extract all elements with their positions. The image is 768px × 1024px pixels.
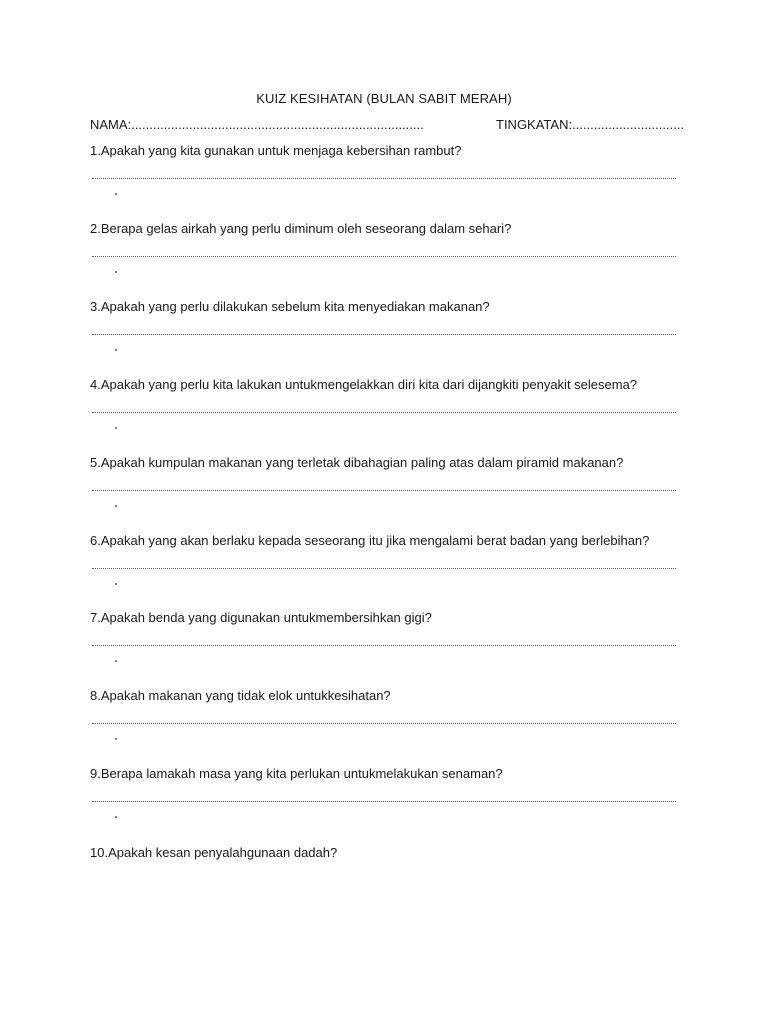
question-9 — [90, 766, 676, 836]
question-text: 9.Berapa lamakah masa yang kita perlukan untukmelakukan senaman? — [90, 766, 503, 781]
answer-dot — [115, 816, 117, 818]
question-text: 4.Apakah yang perlu kita lakukan untukmengelakkan diri kita dari dijangkiti penyakit selesema? — [90, 377, 638, 392]
question-text: 1.Apakah yang kita gunakan untuk menjaga kebersihan rambut? — [90, 143, 462, 158]
question-1 — [90, 143, 676, 213]
answer-dot — [115, 583, 117, 585]
answer-line[interactable] — [92, 256, 676, 257]
question-text: 5.Apakah kumpulan makanan yang terletak dibahagian paling atas dalam piramid makanan? — [90, 455, 624, 470]
answer-dot — [115, 738, 117, 740]
answer-dot — [115, 505, 117, 507]
nama-field[interactable]: NAMA:................................................................................. — [90, 117, 424, 132]
answer-line[interactable] — [92, 334, 676, 335]
answer-line[interactable] — [92, 178, 676, 179]
quiz-title: KUIZ KESIHATAN (BULAN SABIT MERAH) — [256, 91, 512, 106]
question-text: 3.Apakah yang perlu dilakukan sebelum kita menyediakan makanan? — [90, 299, 490, 314]
question-text: 2.Berapa gelas airkah yang perlu diminum oleh seseorang dalam sehari? — [90, 221, 512, 236]
question-5 — [90, 455, 676, 525]
answer-dot — [115, 193, 117, 195]
question-10 — [90, 845, 676, 915]
student-info-row — [90, 117, 685, 135]
question-text: 8.Apakah makanan yang tidak elok untukkesihatan? — [90, 688, 391, 703]
question-7 — [90, 610, 676, 680]
answer-line[interactable] — [92, 645, 676, 646]
answer-line[interactable] — [92, 490, 676, 491]
tingkatan-field[interactable]: TINGKATAN:............................... — [496, 117, 685, 132]
answer-dot — [115, 660, 117, 662]
answer-dot — [115, 427, 117, 429]
question-3 — [90, 299, 676, 369]
answer-dot — [115, 271, 117, 273]
question-8 — [90, 688, 676, 758]
question-text: 10.Apakah kesan penyalahgunaan dadah? — [90, 845, 338, 860]
question-4 — [90, 377, 676, 447]
question-text: 7.Apakah benda yang digunakan untukmembersihkan gigi? — [90, 610, 432, 625]
answer-line[interactable] — [92, 412, 676, 413]
answer-line[interactable] — [92, 568, 676, 569]
question-2 — [90, 221, 676, 291]
answer-line[interactable] — [92, 801, 676, 802]
question-text: 6.Apakah yang akan berlaku kepada seseorang itu jika mengalami berat badan yang berlebihan? — [90, 533, 650, 548]
answer-dot — [115, 349, 117, 351]
question-6 — [90, 533, 676, 603]
answer-line[interactable] — [92, 723, 676, 724]
